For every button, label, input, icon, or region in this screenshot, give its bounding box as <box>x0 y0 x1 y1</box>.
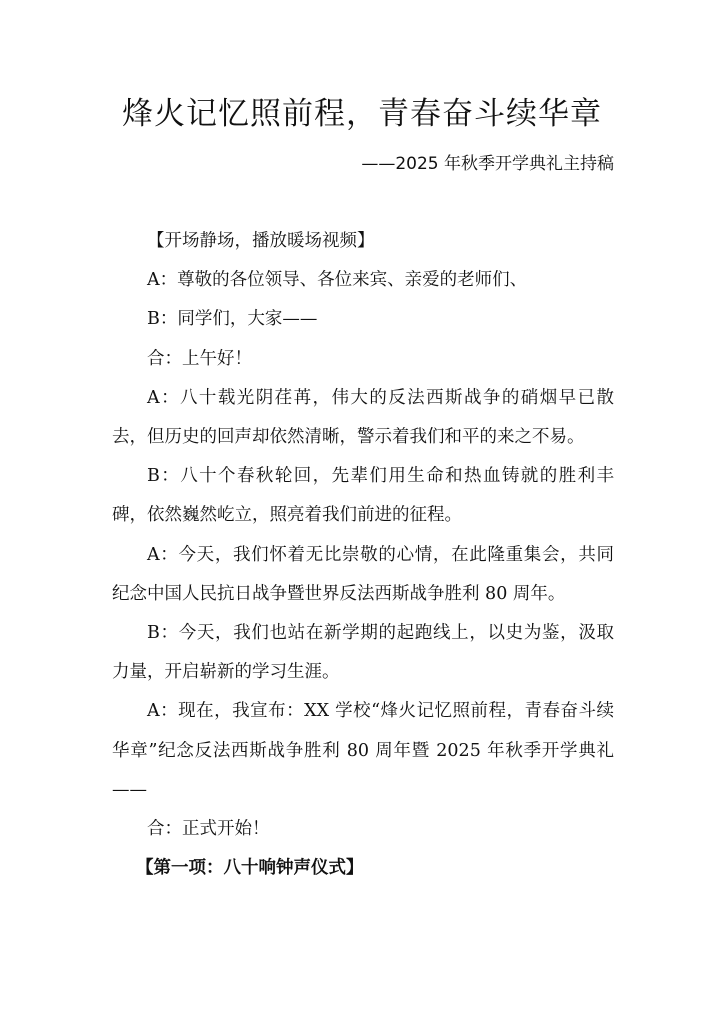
paragraph: A：八十载光阴荏苒，伟大的反法西斯战争的硝烟早已散去，但历史的回声却依然清晰，警示着我们和平的来之不易。 <box>112 387 614 448</box>
document-title: 烽火记忆照前程，青春奋斗续华章 <box>122 96 602 132</box>
paragraph: 合：上午好！ <box>147 348 252 369</box>
paragraph: B：同学们，大家—— <box>147 309 318 330</box>
paragraph-stage-direction: 【开场静场，播放暖场视频】 <box>147 231 375 251</box>
paragraph: B：今天，我们也站在新学期的起跑线上，以史为鉴，汲取力量，开启崭新的学习生涯。 <box>112 623 614 683</box>
document-body <box>112 222 614 888</box>
section-heading: 【第一项：八十响钟声仪式】 <box>136 858 364 879</box>
paragraph: 合：正式开始！ <box>147 819 270 840</box>
document-subtitle: ——2025 年秋季开学典礼主持稿 <box>361 154 614 174</box>
paragraph: B：八十个春秋轮回，先辈们用生命和热血铸就的胜利丰碑，依然巍然屹立，照亮着我们前进的征程。 <box>112 466 614 526</box>
paragraph: A：尊敬的各位领导、各位来宾、亲爱的老师们、 <box>147 270 528 291</box>
paragraph: A：现在，我宣布：XX 学校“烽火记忆照前程，青春奋斗续华章”纪念反法西斯战争胜利 80 周年暨 2025 年秋季开学典礼—— <box>112 701 614 800</box>
paragraph: A：今天，我们怀着无比崇敬的心情，在此隆重集会，共同纪念中国人民抗日战争暨世界反法西斯战争胜利 80 周年。 <box>112 544 614 604</box>
